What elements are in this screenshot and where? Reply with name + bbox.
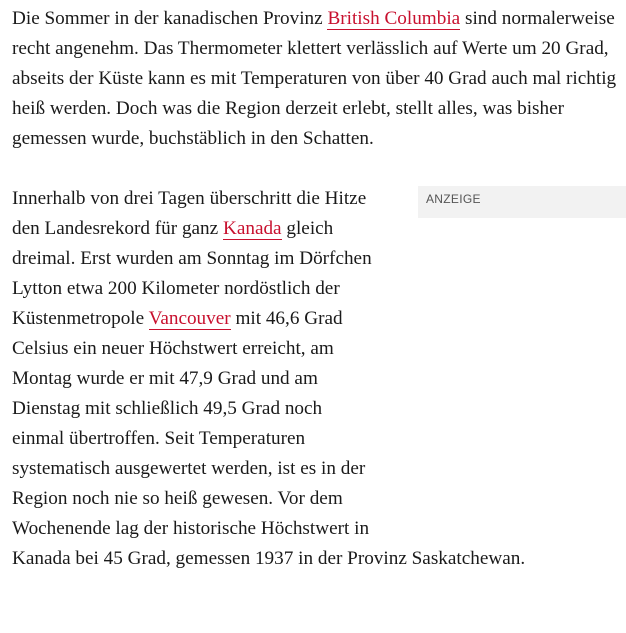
paragraph-text: sind normalerweise recht angenehm. Das Thermometer klettert verlässlich auf Werte um 20 Grad, abseits der Küste kann es mit Temperaturen von über 40 Grad auch mal richtig heiß werden. Doch was die Region derzeit erlebt, stellt alles, was bisher gemessen wurde, buchstäblich in den Schatten. (12, 8, 617, 149)
article-body (12, 4, 622, 574)
paragraph-text: gleich dreimal. Erst wurden am Sonntag im Dörfchen Lytton etwa 200 Kilometer nordöstlich der Küstenmetropole (12, 218, 372, 329)
link-kanada[interactable]: Kanada (222, 218, 282, 239)
paragraph-text: Innerhalb von drei Tagen überschritt die Hitze den Landesrekord für ganz (12, 188, 367, 239)
ad-label: ANZEIGE (426, 192, 481, 206)
paragraph-text: mit 46,6 Grad Celsius ein neuer Höchstwert erreicht, am Montag wurde er mit 47,9 Grad und am Dienstag mit schließlich 49,5 Grad noch einmal übertroffen. Seit Temperaturen systematisch ausgewertet werden, ist es in der Region noch nie so heiß gewesen. Vor dem Wochenende lag der historische Höchstwert in Kanada bei 45 Grad, gemessen 1937 in der Provinz Saskatchewan. (12, 308, 526, 569)
paragraph-text: Die Sommer in der kanadischen Provinz (12, 8, 328, 29)
article-paragraph-1 (12, 4, 622, 154)
link-british-columbia[interactable]: British Columbia (327, 8, 461, 29)
advertisement-placeholder (418, 186, 626, 218)
article-paragraph-2 (12, 184, 622, 574)
link-vancouver[interactable]: Vancouver (148, 308, 231, 329)
